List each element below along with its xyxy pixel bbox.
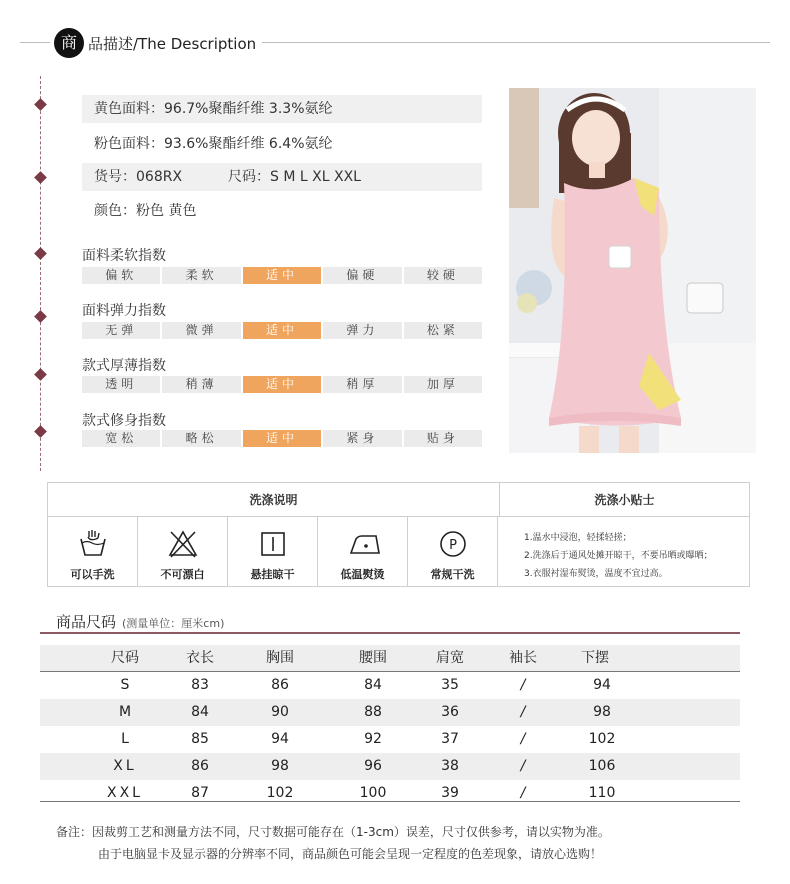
wash-tips-list	[524, 529, 713, 583]
table-cell: 90	[271, 704, 289, 720]
index-option: 偏软	[82, 267, 162, 284]
timeline-dot	[34, 171, 47, 184]
size-unit-note: (测量单位：厘米cm)	[122, 617, 225, 630]
table-cell: 36	[441, 704, 459, 720]
wash-item	[228, 517, 318, 586]
wash-item-label: 常规干洗	[430, 568, 475, 581]
elasticity-index-label: 面料弹力指数	[82, 303, 166, 319]
note-line-1: 备注：因裁剪工艺和测量方法不同，尺寸数据可能存在（1-3cm）误差，尺寸仅供参考，请以实物为准。	[56, 825, 610, 839]
wash-item	[138, 517, 228, 586]
yellow-fabric-row: 黄色面料：96.7%聚酯纤维 3.3%氨纶	[82, 95, 482, 123]
color-row: 颜色：粉色 黄色	[94, 203, 197, 219]
index-option: 松紧	[426, 323, 459, 337]
wash-item	[408, 517, 498, 586]
table-cell: XXL	[107, 785, 143, 801]
table-cell: 37	[441, 731, 459, 747]
index-option-selected: 适中	[243, 430, 323, 447]
size-table-rule	[40, 632, 740, 634]
table-cell: 100	[359, 785, 387, 801]
header-badge: 商	[54, 28, 84, 58]
svg-text:P: P	[449, 538, 457, 553]
index-option: 较硬	[426, 268, 459, 282]
wash-instructions-title: 洗涤说明	[48, 483, 500, 517]
hang-dry-icon	[258, 529, 288, 559]
column-header: 袖长	[509, 650, 537, 666]
table-cell: /	[520, 677, 526, 693]
wash-item	[48, 517, 138, 586]
table-cell: /	[520, 785, 526, 801]
table-cell: 87	[191, 785, 209, 801]
column-header: 胸围	[266, 650, 294, 666]
size-table-bottom-rule	[40, 801, 740, 802]
table-cell: 85	[191, 731, 209, 747]
index-option: 无弹	[82, 322, 162, 339]
index-option: 紧身	[323, 430, 403, 447]
table-cell: 92	[364, 731, 382, 747]
timeline-dot	[34, 425, 47, 438]
index-option: 微弹	[162, 322, 242, 339]
header-rule-left	[20, 42, 50, 43]
table-cell: /	[520, 704, 526, 720]
timeline-line	[40, 76, 41, 471]
table-cell: 96	[364, 758, 382, 774]
wash-tip: 3.衣服衬湿布熨烫，温度不宜过高。	[524, 569, 668, 579]
table-cell: 38	[441, 758, 459, 774]
no-bleach-icon	[168, 529, 198, 559]
wash-item-label: 可以手洗	[70, 568, 115, 581]
softness-index-label: 面料柔软指数	[82, 248, 166, 264]
column-header: 下摆	[581, 650, 609, 666]
product-photo	[509, 88, 756, 453]
thickness-index-bar	[82, 376, 482, 393]
wash-tip: 2.洗涤后于通风处摊开晾干，不要吊晒或曝晒；	[524, 551, 713, 561]
table-cell: S	[120, 677, 130, 693]
section-title: 品描述/The Description	[88, 35, 257, 53]
table-row	[40, 699, 740, 726]
model-illustration	[509, 88, 756, 453]
table-row	[40, 780, 740, 807]
index-option: 弹力	[323, 322, 403, 339]
dry-clean-icon	[438, 529, 468, 559]
low-iron-icon	[348, 529, 382, 559]
table-cell: M	[118, 704, 132, 720]
column-header: 尺码	[111, 650, 139, 666]
size-table-title	[56, 611, 224, 632]
table-row	[40, 672, 740, 699]
index-option: 宽松	[82, 430, 162, 447]
column-header: 腰围	[359, 650, 387, 666]
table-cell: 86	[191, 758, 209, 774]
note-line-2: 由于电脑显卡及显示器的分辨率不同，商品颜色可能会呈现一定程度的色差现象，请放心选购！	[98, 847, 603, 861]
elasticity-index-bar	[82, 322, 482, 339]
index-option: 稍厚	[323, 376, 403, 393]
table-cell: L	[121, 731, 129, 747]
table-cell: 84	[191, 704, 209, 720]
table-row	[40, 726, 740, 753]
table-cell: 35	[441, 677, 459, 693]
table-cell: 39	[441, 785, 459, 801]
index-option-selected: 适中	[243, 322, 323, 339]
timeline-dot	[34, 98, 47, 111]
wash-tips-title: 洗涤小贴士	[500, 483, 749, 517]
index-option: 略松	[162, 430, 242, 447]
softness-index-bar	[82, 267, 482, 284]
table-row	[40, 753, 740, 780]
table-cell: /	[520, 731, 526, 747]
table-cell: 88	[364, 704, 382, 720]
index-option: 透明	[82, 376, 162, 393]
size-table	[40, 645, 740, 807]
index-option: 稍薄	[162, 376, 242, 393]
wash-item-label: 不可漂白	[160, 568, 205, 581]
item-size-row	[82, 163, 482, 191]
table-cell: /	[520, 758, 526, 774]
wash-item-label: 低温熨烫	[340, 568, 385, 581]
timeline-dot	[34, 310, 47, 323]
table-cell: 83	[191, 677, 209, 693]
table-cell: 102	[266, 785, 294, 801]
wash-item-label: 悬挂晾干	[250, 568, 295, 581]
index-option: 偏硬	[323, 267, 403, 284]
pink-fabric-row: 粉色面料：93.6%聚酯纤维 6.4%氨纶	[94, 136, 333, 152]
table-cell: 110	[588, 785, 616, 801]
wash-item	[318, 517, 408, 586]
index-option-selected: 适中	[243, 376, 323, 393]
table-cell: 94	[593, 677, 611, 693]
table-cell: 94	[271, 731, 289, 747]
table-cell: 84	[364, 677, 382, 693]
table-cell: 86	[271, 677, 289, 693]
table-cell: 98	[271, 758, 289, 774]
header-rule-right	[262, 42, 770, 43]
fit-index-bar	[82, 430, 482, 447]
fit-index-label: 款式修身指数	[82, 413, 166, 429]
size-list: 尺码：S M L XL XXL	[228, 169, 361, 185]
column-header: 衣长	[186, 650, 214, 666]
index-option: 柔软	[162, 267, 242, 284]
timeline-dot	[34, 368, 47, 381]
table-cell: 102	[588, 731, 616, 747]
index-option: 加厚	[426, 377, 459, 391]
hand-wash-icon	[78, 529, 108, 559]
thickness-index-label: 款式厚薄指数	[82, 358, 166, 374]
timeline-dot	[34, 247, 47, 260]
index-option: 贴身	[426, 431, 459, 445]
table-cell: XL	[113, 758, 137, 774]
item-number: 货号：068RX	[94, 169, 183, 185]
index-option-selected: 适中	[243, 267, 323, 284]
size-table-header	[40, 645, 740, 672]
table-cell: 98	[593, 704, 611, 720]
table-cell: 106	[588, 758, 616, 774]
size-title-text: 商品尺码	[56, 613, 117, 631]
wash-instructions-panel	[47, 482, 750, 587]
wash-tip: 1.温水中浸泡，轻揉轻搓；	[524, 533, 632, 543]
column-header: 肩宽	[436, 650, 464, 666]
